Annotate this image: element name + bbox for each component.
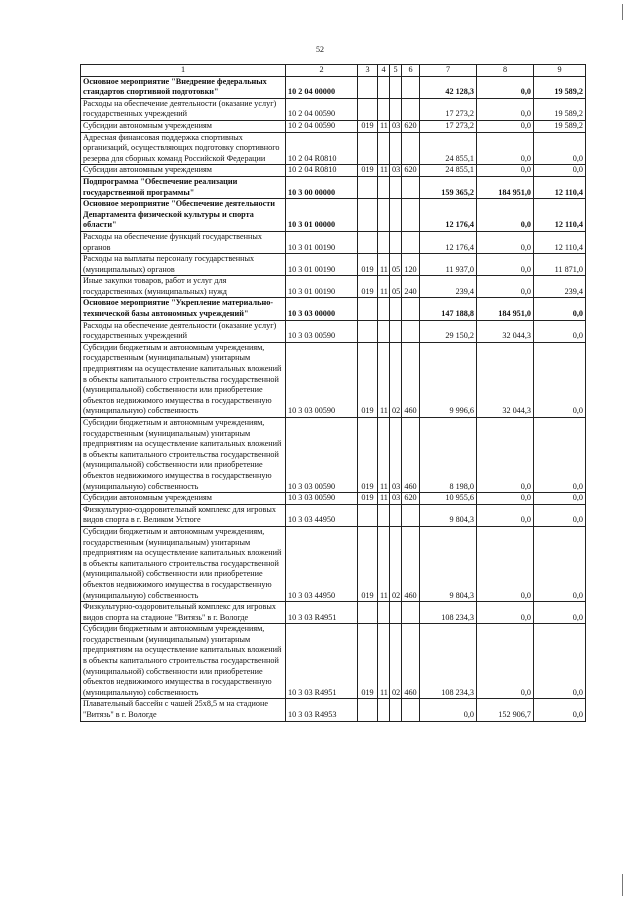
row-value-col7-cell: 12 176,4	[420, 199, 477, 232]
row-name-cell: Основное мероприятие "Укрепление материально-технической базы автономных учреждений"	[81, 298, 286, 320]
table-row	[81, 76, 586, 98]
row-code-cell: 10 3 03 00590	[286, 493, 358, 505]
row-section-cell	[378, 699, 390, 721]
table-row	[81, 276, 586, 298]
row-section-cell	[378, 320, 390, 342]
row-value-col9-cell: 0,0	[534, 699, 586, 721]
row-value-col9-cell: 0,0	[534, 298, 586, 320]
table-row	[81, 176, 586, 198]
row-ministry-cell: 019	[358, 165, 378, 177]
row-expense-type-cell: 120	[402, 254, 420, 276]
row-value-col8-cell: 152 906,7	[477, 699, 534, 721]
row-subsection-cell: 03	[390, 418, 402, 493]
row-ministry-cell	[358, 132, 378, 165]
row-subsection-cell	[390, 176, 402, 198]
row-value-col9-cell: 0,0	[534, 320, 586, 342]
row-code-cell: 10 3 01 00190	[286, 254, 358, 276]
row-value-col8-cell: 0,0	[477, 76, 534, 98]
row-name-cell: Физкультурно-оздоровительный комплекс для игровых видов спорта на стадионе "Витязь" в г. Вологде	[81, 602, 286, 624]
row-expense-type-cell: 460	[402, 624, 420, 699]
row-value-col9-cell: 19 589,2	[534, 76, 586, 98]
row-subsection-cell: 03	[390, 493, 402, 505]
row-expense-type-cell	[402, 231, 420, 253]
table-row	[81, 231, 586, 253]
header-col-6: 6	[402, 65, 420, 77]
row-subsection-cell	[390, 132, 402, 165]
table-row	[81, 320, 586, 342]
page-number: 52	[316, 45, 324, 54]
row-ministry-cell	[358, 199, 378, 232]
header-col-2: 2	[286, 65, 358, 77]
row-section-cell: 11	[378, 418, 390, 493]
row-code-cell: 10 3 03 R4951	[286, 602, 358, 624]
row-name-cell: Расходы на выплаты персоналу государственных (муниципальных) органов	[81, 254, 286, 276]
row-value-col8-cell: 184 951,0	[477, 298, 534, 320]
row-value-col7-cell: 239,4	[420, 276, 477, 298]
row-expense-type-cell: 240	[402, 276, 420, 298]
row-subsection-cell: 03	[390, 165, 402, 177]
row-section-cell	[378, 176, 390, 198]
row-expense-type-cell	[402, 298, 420, 320]
row-value-col9-cell: 0,0	[534, 624, 586, 699]
row-value-col8-cell: 0,0	[477, 418, 534, 493]
row-value-col8-cell: 0,0	[477, 493, 534, 505]
table-row	[81, 526, 586, 601]
row-ministry-cell	[358, 176, 378, 198]
row-section-cell	[378, 298, 390, 320]
row-value-col8-cell: 0,0	[477, 504, 534, 526]
row-subsection-cell	[390, 320, 402, 342]
row-value-col9-cell: 0,0	[534, 342, 586, 417]
budget-table	[80, 64, 586, 722]
row-value-col7-cell: 24 855,1	[420, 165, 477, 177]
table-row	[81, 624, 586, 699]
row-value-col8-cell: 0,0	[477, 254, 534, 276]
row-section-cell: 11	[378, 526, 390, 601]
row-expense-type-cell	[402, 504, 420, 526]
row-value-col9-cell: 19 589,2	[534, 98, 586, 120]
row-ministry-cell: 019	[358, 624, 378, 699]
row-ministry-cell: 019	[358, 342, 378, 417]
row-value-col9-cell: 12 110,4	[534, 199, 586, 232]
row-expense-type-cell	[402, 76, 420, 98]
header-col-4: 4	[378, 65, 390, 77]
row-name-cell: Физкультурно-оздоровительный комплекс для игровых видов спорта в г. Великом Устюге	[81, 504, 286, 526]
row-value-col8-cell: 0,0	[477, 602, 534, 624]
row-value-col7-cell: 9 804,3	[420, 526, 477, 601]
row-expense-type-cell	[402, 602, 420, 624]
row-expense-type-cell	[402, 199, 420, 232]
row-section-cell	[378, 132, 390, 165]
row-subsection-cell: 02	[390, 526, 402, 601]
row-code-cell: 10 2 04 00590	[286, 98, 358, 120]
header-col-9: 9	[534, 65, 586, 77]
row-code-cell: 10 3 00 00000	[286, 176, 358, 198]
row-name-cell: Субсидии бюджетным и автономным учреждениям, государственным (муниципальным) унитарным предприятиям на осуществление капитальных вложений в объекты капитального строительства государственной (муниципальной) собственности или приобретение объектов недвижимого имущества в государственную (муниципальную) собственность	[81, 624, 286, 699]
row-name-cell: Субсидии автономным учреждениям	[81, 120, 286, 132]
row-ministry-cell	[358, 298, 378, 320]
table-row	[81, 602, 586, 624]
table-row	[81, 165, 586, 177]
table-row	[81, 254, 586, 276]
row-section-cell: 11	[378, 276, 390, 298]
row-value-col7-cell: 108 234,3	[420, 624, 477, 699]
row-section-cell	[378, 602, 390, 624]
row-value-col8-cell: 0,0	[477, 165, 534, 177]
row-name-cell: Расходы на обеспечение деятельности (оказание услуг) государственных учреждений	[81, 320, 286, 342]
row-ministry-cell: 019	[358, 276, 378, 298]
row-section-cell: 11	[378, 165, 390, 177]
row-expense-type-cell	[402, 98, 420, 120]
row-name-cell: Расходы на обеспечение функций государственных органов	[81, 231, 286, 253]
row-expense-type-cell: 620	[402, 165, 420, 177]
row-value-col7-cell: 24 855,1	[420, 132, 477, 165]
row-value-col9-cell: 0,0	[534, 132, 586, 165]
row-value-col7-cell: 17 273,2	[420, 98, 477, 120]
row-section-cell	[378, 76, 390, 98]
row-ministry-cell: 019	[358, 254, 378, 276]
row-value-col7-cell: 12 176,4	[420, 231, 477, 253]
row-value-col8-cell: 0,0	[477, 231, 534, 253]
row-subsection-cell	[390, 231, 402, 253]
row-value-col8-cell: 32 044,3	[477, 320, 534, 342]
row-section-cell: 11	[378, 120, 390, 132]
row-ministry-cell	[358, 699, 378, 721]
row-name-cell: Субсидии автономным учреждениям	[81, 493, 286, 505]
header-col-5: 5	[390, 65, 402, 77]
row-value-col8-cell: 184 951,0	[477, 176, 534, 198]
row-value-col8-cell: 0,0	[477, 98, 534, 120]
row-value-col8-cell: 0,0	[477, 276, 534, 298]
row-value-col8-cell: 0,0	[477, 199, 534, 232]
row-subsection-cell	[390, 699, 402, 721]
row-value-col9-cell: 0,0	[534, 418, 586, 493]
table-row	[81, 199, 586, 232]
row-code-cell: 10 2 04 00000	[286, 76, 358, 98]
table-row	[81, 504, 586, 526]
row-value-col7-cell: 11 937,0	[420, 254, 477, 276]
scan-edge-mark-top	[622, 4, 623, 20]
row-value-col7-cell: 29 150,2	[420, 320, 477, 342]
row-section-cell	[378, 199, 390, 232]
row-subsection-cell: 02	[390, 342, 402, 417]
row-value-col7-cell: 17 273,2	[420, 120, 477, 132]
table-body	[81, 76, 586, 721]
row-value-col9-cell: 0,0	[534, 165, 586, 177]
row-code-cell: 10 3 01 00190	[286, 276, 358, 298]
row-value-col9-cell: 12 110,4	[534, 176, 586, 198]
header-row	[81, 65, 586, 77]
row-code-cell: 10 3 03 44950	[286, 526, 358, 601]
row-code-cell: 10 3 03 R4953	[286, 699, 358, 721]
row-value-col7-cell: 9 804,3	[420, 504, 477, 526]
row-section-cell: 11	[378, 342, 390, 417]
row-ministry-cell	[358, 231, 378, 253]
row-expense-type-cell: 460	[402, 342, 420, 417]
row-value-col8-cell: 0,0	[477, 624, 534, 699]
row-name-cell: Субсидии автономным учреждениям	[81, 165, 286, 177]
row-name-cell: Субсидии бюджетным и автономным учреждениям, государственным (муниципальным) унитарным предприятиям на осуществление капитальных вложений в объекты капитального строительства государственной (муниципальной) собственности или приобретение объектов недвижимого имущества в государственную (муниципальную) собственность	[81, 342, 286, 417]
row-subsection-cell	[390, 98, 402, 120]
row-value-col9-cell: 0,0	[534, 493, 586, 505]
row-value-col7-cell: 10 955,6	[420, 493, 477, 505]
row-section-cell: 11	[378, 493, 390, 505]
row-name-cell: Иные закупки товаров, работ и услуг для государственных (муниципальных) нужд	[81, 276, 286, 298]
row-expense-type-cell: 460	[402, 418, 420, 493]
row-expense-type-cell	[402, 132, 420, 165]
row-value-col8-cell: 0,0	[477, 526, 534, 601]
row-value-col9-cell: 0,0	[534, 602, 586, 624]
row-code-cell: 10 3 01 00190	[286, 231, 358, 253]
row-expense-type-cell	[402, 320, 420, 342]
row-expense-type-cell: 620	[402, 493, 420, 505]
header-col-8: 8	[477, 65, 534, 77]
row-code-cell: 10 3 03 00000	[286, 298, 358, 320]
row-name-cell: Расходы на обеспечение деятельности (оказание услуг) государственных учреждений	[81, 98, 286, 120]
row-ministry-cell: 019	[358, 493, 378, 505]
row-expense-type-cell: 460	[402, 526, 420, 601]
row-code-cell: 10 3 03 00590	[286, 320, 358, 342]
row-value-col9-cell: 0,0	[534, 526, 586, 601]
row-subsection-cell	[390, 76, 402, 98]
row-code-cell: 10 2 04 00590	[286, 120, 358, 132]
row-subsection-cell	[390, 298, 402, 320]
row-section-cell	[378, 231, 390, 253]
row-subsection-cell: 02	[390, 624, 402, 699]
row-name-cell: Субсидии бюджетным и автономным учреждениям, государственным (муниципальным) унитарным предприятиям на осуществление капитальных вложений в объекты капитального строительства государственной (муниципальной) собственности или приобретение объектов недвижимого имущества в государственную (муниципальную) собственность	[81, 526, 286, 601]
row-subsection-cell	[390, 199, 402, 232]
row-ministry-cell: 019	[358, 120, 378, 132]
row-section-cell	[378, 504, 390, 526]
table-row	[81, 120, 586, 132]
row-ministry-cell: 019	[358, 418, 378, 493]
row-name-cell: Плавательный бассейн с чашей 25х8,5 м на стадионе "Витязь" в г. Вологде	[81, 699, 286, 721]
row-ministry-cell	[358, 98, 378, 120]
row-ministry-cell	[358, 602, 378, 624]
row-name-cell: Адресная финансовая поддержка спортивных организаций, осуществляющих подготовку спортивного резерва для сборных команд Российской Федерации	[81, 132, 286, 165]
row-value-col7-cell: 0,0	[420, 699, 477, 721]
row-value-col7-cell: 159 365,2	[420, 176, 477, 198]
row-value-col7-cell: 147 188,8	[420, 298, 477, 320]
scan-edge-mark-bottom	[622, 874, 623, 896]
row-code-cell: 10 3 03 00590	[286, 418, 358, 493]
row-name-cell: Основное мероприятие "Обеспечение деятельности Департамента физической культуры и спорта области"	[81, 199, 286, 232]
row-code-cell: 10 3 03 44950	[286, 504, 358, 526]
table-row	[81, 298, 586, 320]
row-ministry-cell	[358, 504, 378, 526]
row-expense-type-cell: 620	[402, 120, 420, 132]
row-value-col9-cell: 0,0	[534, 504, 586, 526]
row-subsection-cell	[390, 602, 402, 624]
row-subsection-cell: 05	[390, 276, 402, 298]
row-code-cell: 10 3 03 R4951	[286, 624, 358, 699]
row-subsection-cell: 05	[390, 254, 402, 276]
row-value-col8-cell: 0,0	[477, 120, 534, 132]
row-expense-type-cell	[402, 176, 420, 198]
row-section-cell	[378, 98, 390, 120]
row-name-cell: Основное мероприятие "Внедрение федеральных стандартов спортивной подготовки"	[81, 76, 286, 98]
row-name-cell: Подпрограмма "Обеспечение реализации государственной программы"	[81, 176, 286, 198]
row-ministry-cell: 019	[358, 526, 378, 601]
table-row	[81, 699, 586, 721]
row-value-col8-cell: 32 044,3	[477, 342, 534, 417]
table-row	[81, 132, 586, 165]
header-col-7: 7	[420, 65, 477, 77]
header-col-3: 3	[358, 65, 378, 77]
row-value-col7-cell: 42 128,3	[420, 76, 477, 98]
row-value-col7-cell: 8 198,0	[420, 418, 477, 493]
table-row	[81, 98, 586, 120]
row-value-col9-cell: 239,4	[534, 276, 586, 298]
row-expense-type-cell	[402, 699, 420, 721]
table-row	[81, 342, 586, 417]
row-code-cell: 10 3 03 00590	[286, 342, 358, 417]
row-value-col9-cell: 12 110,4	[534, 231, 586, 253]
row-code-cell: 10 3 01 00000	[286, 199, 358, 232]
row-code-cell: 10 2 04 R0810	[286, 132, 358, 165]
row-value-col7-cell: 9 996,6	[420, 342, 477, 417]
row-subsection-cell: 03	[390, 120, 402, 132]
row-value-col8-cell: 0,0	[477, 132, 534, 165]
row-subsection-cell	[390, 504, 402, 526]
header-col-1: 1	[81, 65, 286, 77]
row-value-col9-cell: 19 589,2	[534, 120, 586, 132]
table-row	[81, 493, 586, 505]
row-section-cell: 11	[378, 624, 390, 699]
row-ministry-cell	[358, 320, 378, 342]
row-section-cell: 11	[378, 254, 390, 276]
row-value-col7-cell: 108 234,3	[420, 602, 477, 624]
row-value-col9-cell: 11 871,0	[534, 254, 586, 276]
row-ministry-cell	[358, 76, 378, 98]
row-name-cell: Субсидии бюджетным и автономным учреждениям, государственным (муниципальным) унитарным предприятиям на осуществление капитальных вложений в объекты капитального строительства государственной (муниципальной) собственности или приобретение объектов недвижимого имущества в государственную (муниципальную) собственность	[81, 418, 286, 493]
row-code-cell: 10 2 04 R0810	[286, 165, 358, 177]
table-row	[81, 418, 586, 493]
